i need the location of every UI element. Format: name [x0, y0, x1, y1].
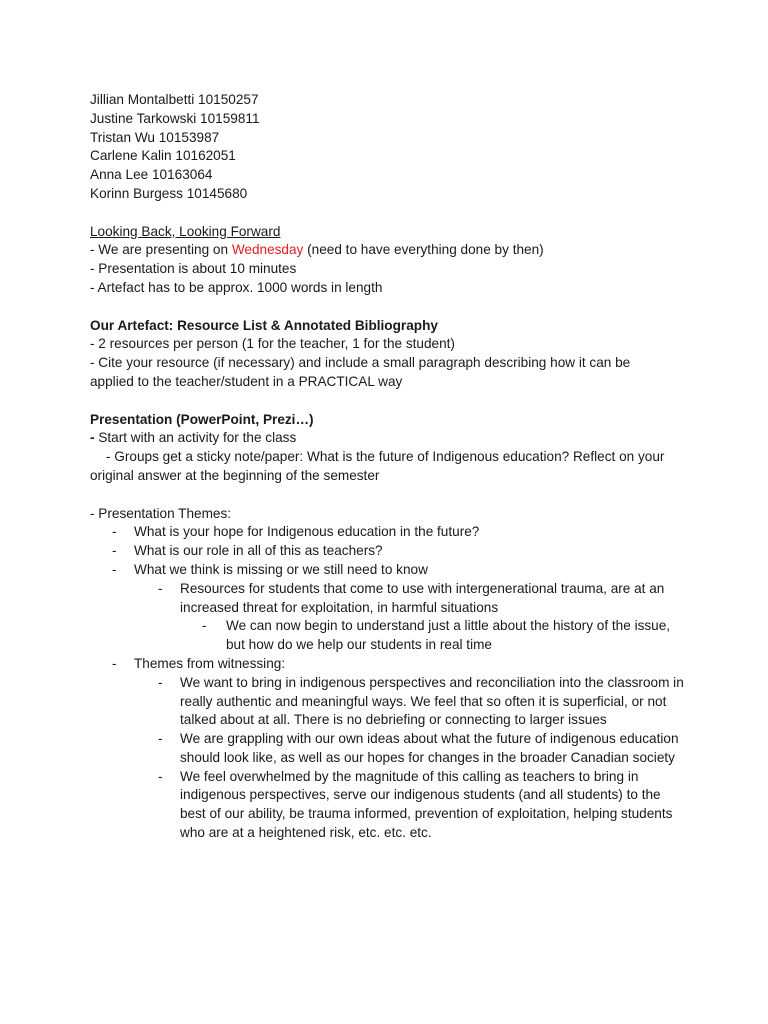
theme-role-text: What is our role in all of this as teachers? — [134, 543, 383, 559]
presenting-day-pre: - We are presenting on — [90, 242, 232, 258]
resources-per-person-line: - 2 resources per person (1 for the teacher, 1 for the student) — [90, 336, 455, 352]
bullet-dash: - — [202, 618, 207, 634]
spacer — [90, 204, 690, 223]
theme-overwhelmed-text: We feel overwhelmed by the magnitude of this calling as teachers to bring in indigenous perspectives, serve our indigenous students (and all students) to the best of our ability, be trauma informed, prevention of exploitation, helping students who are at a heightened risk, etc. etc. etc. — [180, 768, 673, 841]
spacer — [90, 392, 690, 411]
activity-dash: - — [90, 430, 99, 446]
theme-missing-text: What we think is missing or we still need to know — [134, 561, 428, 577]
activity-text: Start with an activity for the class — [98, 430, 297, 446]
member-3: Tristan Wu 10153987 — [90, 129, 220, 145]
bullet-dash: - — [112, 561, 117, 577]
presentation-length-line: - Presentation is about 10 minutes — [90, 261, 297, 277]
theme-subsubitem — [90, 617, 690, 655]
bullet-dash: - — [112, 524, 117, 540]
theme-item — [90, 523, 690, 542]
bullet-dash: - — [158, 580, 163, 596]
member-5: Anna Lee 10163064 — [90, 167, 213, 183]
section-presentation — [90, 411, 690, 486]
theme-witnessing-text: Themes from witnessing: — [134, 655, 286, 671]
bullet-dash: - — [158, 768, 163, 784]
section-heading-presentation: Presentation (PowerPoint, Prezi…) — [90, 411, 314, 427]
theme-resources-text: Resources for students that come to use with intergenerational trauma, are at an increased threat for exploitation, in harmful situations — [180, 580, 665, 615]
presenting-day-highlight: Wednesday — [231, 242, 304, 258]
themes-heading: - Presentation Themes: — [90, 505, 232, 521]
artefact-length-line: - Artefact has to be approx. 1000 words in length — [90, 279, 383, 295]
section-looking-back — [90, 223, 690, 298]
theme-subitem — [90, 768, 690, 843]
spacer — [90, 298, 690, 317]
member-2: Justine Tarkowski 10159811 — [90, 110, 260, 126]
bullet-dash: - — [158, 674, 163, 690]
presenting-day-post: (need to have everything done by then) — [303, 242, 544, 258]
theme-item — [90, 561, 690, 580]
member-1: Jillian Montalbetti 10150257 — [90, 92, 259, 107]
theme-item — [90, 655, 690, 674]
theme-authentic-text: We want to bring in indigenous perspectives and reconciliation into the classroom in really authentic and meaningful ways. We feel that so often it is superficial, or not talked about at all. There is no debriefing or connecting to larger issues — [180, 674, 684, 728]
bullet-dash: - — [112, 655, 117, 671]
presenting-day-line — [90, 241, 690, 260]
theme-history-text: We can now begin to understand just a little about the history of the issue, but how do we help our students in real time — [226, 618, 671, 653]
bullet-dash: - — [112, 543, 117, 559]
section-themes — [90, 505, 690, 843]
spacer — [90, 486, 690, 505]
theme-item — [90, 542, 690, 561]
cite-resource-line: - Cite your resource (if necessary) and include a small paragraph describing how it can be applied to the teacher/student in a PRACTICAL way — [90, 355, 631, 389]
member-list — [90, 91, 690, 204]
theme-hope-text: What is your hope for Indigenous education in the future? — [134, 524, 480, 540]
bullet-dash: - — [158, 731, 163, 747]
sticky-note-line: - Groups get a sticky note/paper: What is the future of Indigenous education? Reflect on your original answer at the beginning of the semester — [90, 449, 665, 483]
theme-subitem — [90, 580, 690, 618]
section-heading-artefact: Our Artefact: Resource List & Annotated Bibliography — [90, 317, 438, 333]
section-heading-looking-back: Looking Back, Looking Forward — [90, 223, 281, 239]
document-page — [90, 91, 690, 843]
section-artefact — [90, 317, 690, 392]
member-6: Korinn Burgess 10145680 — [90, 185, 248, 201]
activity-line — [90, 429, 690, 448]
theme-grappling-text: We are grappling with our own ideas about what the future of indigenous education should look like, as well as our hopes for changes in the broader Canadian society — [180, 731, 679, 765]
member-4: Carlene Kalin 10162051 — [90, 148, 236, 164]
theme-subitem — [90, 730, 690, 768]
theme-subitem — [90, 674, 690, 730]
